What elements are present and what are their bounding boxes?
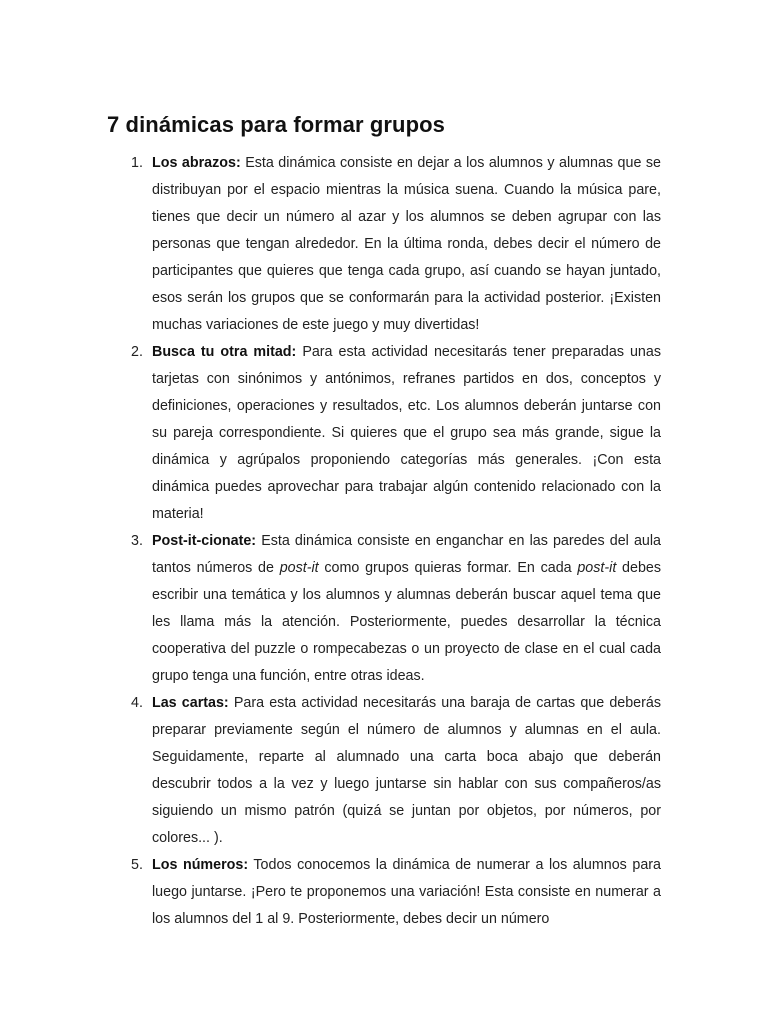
list-item-text: debes escribir una temática y los alumnos y alumnas deberán buscar aquel tema que les llama más la atención. Posteriormente, puedes desarrollar la técnica cooperativa del puzzle o rompecabezas o un proyecto de clase en el cual cada grupo tenga una función, entre otras ideas.: [152, 560, 661, 684]
list-item-number: 2.: [131, 344, 143, 360]
list-item-text: como grupos quieras formar. En cada: [318, 560, 578, 576]
list-item-italic-term: post-it: [577, 560, 617, 576]
list-item-text: Para esta actividad necesitarás tener preparadas unas tarjetas con sinónimos y antónimos, refranes partidos en dos, conceptos y definiciones, operaciones y resultados, etc. Los alumnos deberán juntarse con su pareja correspondiente. Si quieres que el grupo sea más grande, sigue la dinámica y agrúpalos proponiendo categorías más generales. ¡Con esta dinámica puedes aprovechar para trabajar algún contenido relacionado con la materia!: [152, 344, 661, 522]
list-item-number: 1.: [131, 155, 143, 171]
list-item: [0, 690, 661, 852]
list-item-text: Esta dinámica consiste en enganchar en las paredes del aula tantos números de: [152, 533, 661, 576]
list-item: [0, 150, 661, 339]
list-item-italic-term: post-it: [279, 560, 319, 576]
list-item-number: 5.: [131, 857, 143, 873]
list-item: [0, 339, 661, 528]
list-item-number: 3.: [131, 533, 143, 549]
list-item-text: Para esta actividad necesitarás una baraja de cartas que deberás preparar previamente según el número de alumnos y alumnas en el aula. Seguidamente, reparte al alumnado una carta boca abajo que deberán descubrir todos a la vez y luego juntarse sin hablar con sus compañeros/as siguiendo un mismo patrón (quizá se juntan por objetos, por números, por colores... ).: [152, 695, 661, 846]
document-title: 7 dinámicas para formar grupos: [107, 112, 445, 137]
list-item-number: 4.: [131, 695, 143, 711]
numbered-list: [0, 150, 768, 933]
list-item-title: Las cartas:: [152, 695, 229, 711]
list-item: [0, 852, 661, 933]
list-item-title: Los números:: [152, 857, 249, 873]
list-item: [0, 528, 661, 690]
list-item-text: Todos conocemos la dinámica de numerar a los alumnos para luego juntarse. ¡Pero te proponemos una variación! Esta consiste en numerar a los alumnos del 1 al 9. Posteriormente, debes decir un número: [152, 857, 661, 927]
list-item-title: Post-it-cionate:: [152, 533, 257, 549]
list-item-text: Esta dinámica consiste en dejar a los alumnos y alumnas que se distribuyan por el espacio mientras la música suena. Cuando la música pare, tienes que decir un número al azar y los alumnos se deben agrupar con las personas que tengan alrededor. En la última ronda, debes decir el número de participantes que quieres que tenga cada grupo, así cuando se hayan juntado, esos serán los grupos que se conformarán para la actividad posterior. ¡Existen muchas variaciones de este juego y muy divertidas!: [152, 155, 661, 333]
list-item-title: Busca tu otra mitad:: [152, 344, 297, 360]
list-item-title: Los abrazos:: [152, 155, 241, 171]
